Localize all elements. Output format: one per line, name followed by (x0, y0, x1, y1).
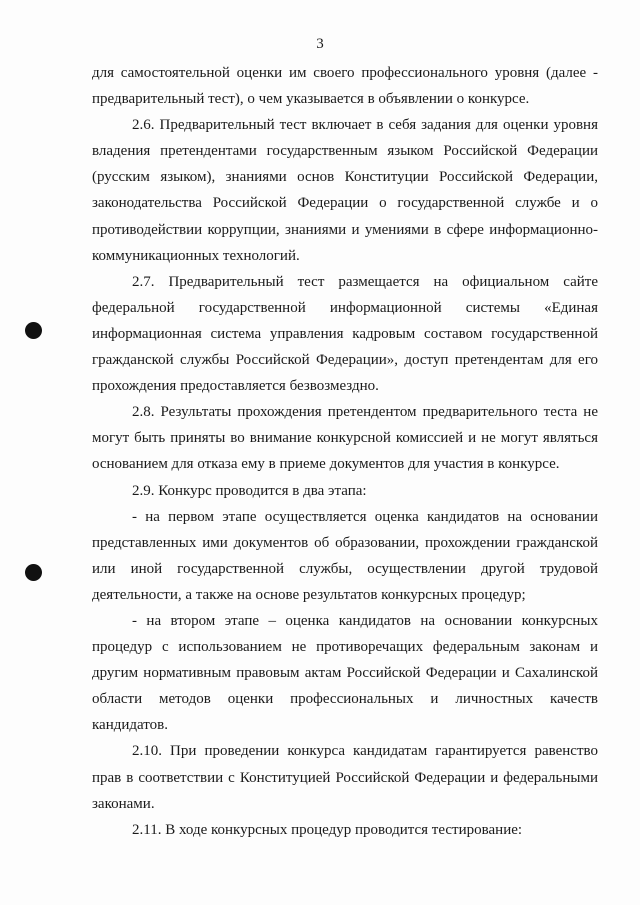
document-body (92, 60, 598, 843)
paragraph-2-7: 2.7. Предварительный тест размещается на официальном сайте федеральной государственной информационной системы «Единая информационная система управления кадровым составом государственной гражданской службы Российской Федерации», доступ претендентам для его прохождения предоставляется безвозмездно. (92, 273, 598, 395)
paragraph-2-10: 2.10. При проведении конкурса кандидатам гарантируется равенство прав в соответствии с Конституцией Российской Федерации и федеральными законами. (92, 743, 598, 812)
punch-hole-bottom (25, 564, 42, 581)
paragraph-2-8: 2.8. Результаты прохождения претендентом предварительного теста не могут быть приняты во внимание конкурсной комиссией и не могут являться основанием для отказа ему в приеме документов для участия в конкурсе. (92, 404, 598, 473)
paragraph-2-6: 2.6. Предварительный тест включает в себя задания для оценки уровня владения претендентами государственным языком Российской Федерации (русским языком), знаниями основ Конституции Российской Федерации, законодательства Российской Федерации о государственной службе и о противодействии коррупции, знаниями и умениями в сфере информационно-коммуникационных технологий. (92, 117, 598, 264)
list-item-stage-1: - на первом этапе осуществляется оценка кандидатов на основании представленных ими документов об образовании, прохождении гражданской или иной государственной службы, осуществлении другой трудовой деятельности, а также на основе результатов конкурсных процедур; (92, 508, 598, 603)
paragraph-2-9: 2.9. Конкурс проводится в два этапа: (132, 482, 367, 499)
list-item-stage-2: - на втором этапе – оценка кандидатов на основании конкурсных процедур с использованием не противоречащих федеральным законам и другим нормативным правовым актам Российской Федерации и Сахалинской области методов оценки профессиональных и личностных качеств кандидатов. (92, 612, 598, 734)
punch-hole-top (25, 322, 42, 339)
paragraph-continuation: для самостоятельной оценки им своего профессионального уровня (далее - предварительный тест), о чем указывается в объявлении о конкурсе. (92, 65, 598, 108)
page-number: 3 (316, 36, 324, 52)
paragraph-2-11: 2.11. В ходе конкурсных процедур проводится тестирование: (132, 821, 523, 838)
